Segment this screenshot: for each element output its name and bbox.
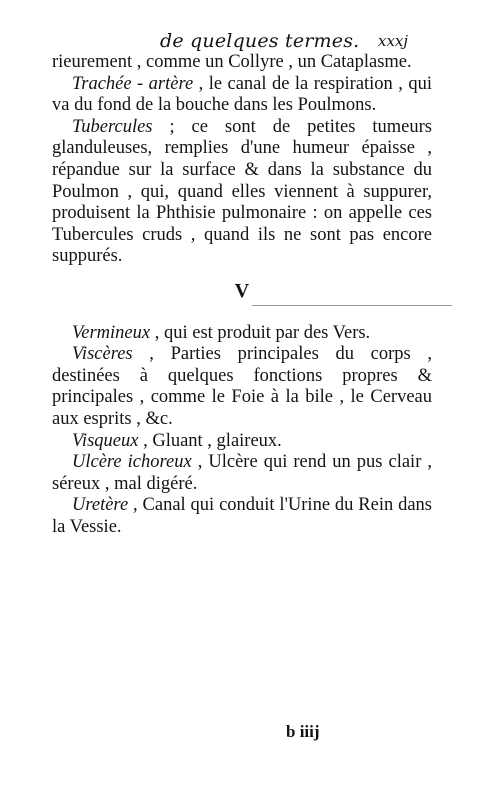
entry-vermineux	[52, 323, 432, 345]
entry-text: , Ulcère qui rend un pus clair , séreux , mal digéré.	[52, 452, 433, 494]
section-rule	[252, 305, 452, 306]
running-title: de quelques termes.	[160, 30, 360, 52]
entry-trachee-artere	[52, 74, 432, 117]
entry-text: rieurement , comme un Collyre , un Cataplasme.	[52, 52, 412, 72]
entry-ulcere-ichoreux	[52, 452, 432, 495]
entry-term: Uretère	[72, 495, 129, 516]
entry-text: , Parties principales du corps , destinées à quelques fonctions propres & principales , comme le Foie à la bile , le Cerveau aux esprits , &c.	[52, 344, 432, 429]
entry-term: Trachée - artère	[72, 73, 194, 94]
signature-mark: b iiij	[286, 722, 320, 741]
entry-text: ; ce sont de petites tumeurs glanduleuses, remplies d'une humeur épaisse , répandue sur la surface & dans la substance du Poulmon , qui, quand elles viennent à suppurer, produisent la Phthisie pulmonaire : on appelle ces Tubercules cruds , quand ils ne sont pas encore suppurés.	[52, 116, 432, 267]
entry-text: , Canal qui conduit l'Urine du Rein dans la Vessie.	[52, 495, 432, 537]
page-number: xxxj	[378, 32, 409, 50]
entry-term: Visqueux	[72, 430, 139, 451]
entry-term: Vermineux	[72, 322, 151, 343]
section-letter: V	[234, 279, 250, 302]
body-text	[52, 52, 432, 538]
entry-term: Viscères	[72, 344, 133, 365]
running-header	[0, 30, 478, 54]
entry-text: , qui est produit par des Vers.	[150, 322, 371, 343]
section-letter-v	[52, 281, 432, 303]
entry-text: , Gluant , glaireux.	[138, 430, 282, 451]
entry-text: , le canal de la respiration , qui va du fond de la bouche dans les Poulmons.	[52, 73, 432, 116]
entry-visqueux	[52, 431, 432, 453]
entry-term: Tubercules	[72, 116, 153, 137]
entry-visceres	[52, 344, 432, 430]
entry-uretere	[52, 495, 432, 538]
entry-tubercules	[52, 117, 432, 268]
entry-continuation	[52, 52, 432, 74]
entry-term: Ulcère ichoreux	[72, 452, 192, 473]
